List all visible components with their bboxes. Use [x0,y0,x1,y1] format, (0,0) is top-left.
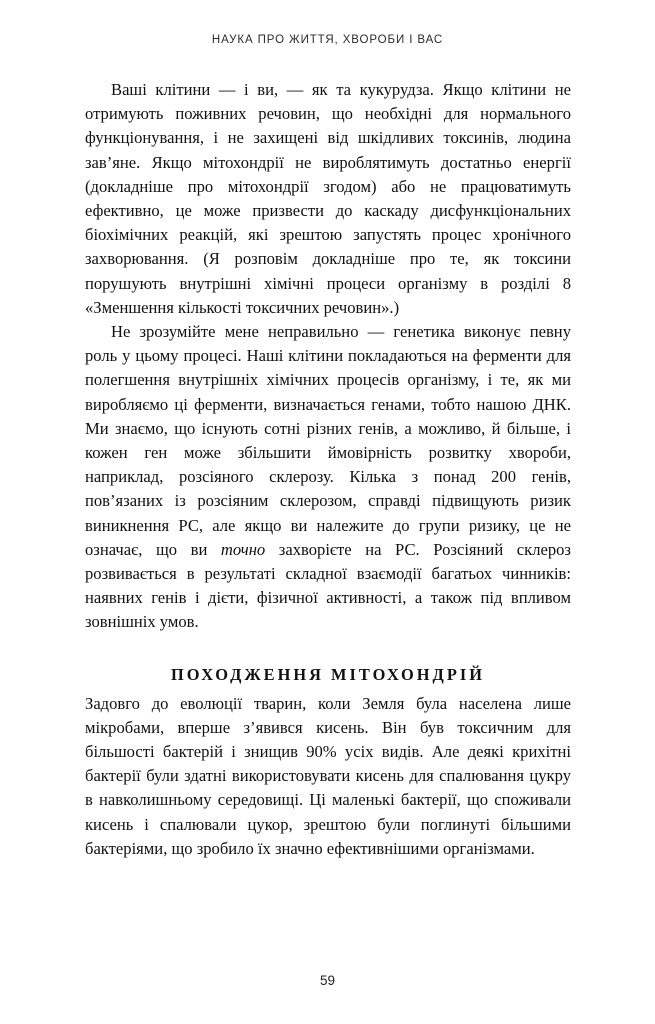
running-header: НАУКА ПРО ЖИТТЯ, ХВОРОБИ І ВАС [211,34,444,46]
text-column [85,78,571,861]
paragraph-genetics-role [85,320,571,635]
paragraph-text-after-emphasis: захворієте на РС. Розсіяний склероз розвивається в результаті складної взаємодії багатьох чинників: наявних генів і дієти, фізичної активності, а також під впливом зовнішніх умов. [85,539,571,632]
emphasized-word: точно [220,539,266,559]
paragraph-text-before-emphasis: Не зрозумійте мене неправильно — генетика виконує певну роль у цьому процесі. Наші клітини покладаються на ферменти для полегшення внутрішніх хімічних процесів організму, і те, як ми виробляємо ці ферменти, визначається генами, тобто нашою ДНК. Ми знаємо, що існують сотні різних генів, а можливо, й більше, і кожен ген може збільшити ймовірність розвитку хвороби, наприклад, розсіяного склерозу. Кілька з понад 200 генів, пов’язаних із розсіяним склерозом, справді підвищують ризик виникнення РС, але якщо ви належите до групи ризику, це не означає, що ви [85,322,571,559]
page-number: 59 [319,973,336,988]
paragraph-origin-of-mitochondria: Задовго до еволюції тварин, коли Земля була населена лише мікробами, вперше з’явився кисень. Він був токсичним для більшості бактерій і знищив 90% усіх видів. Але деякі крихітні бактерії були здатні використовувати кисень для спалювання цукру в навколишньому середовищі. Ці маленькі бактерії, що споживали кисень і спалювали цукор, зрештою були поглинуті більшими бактеріями, що зробило їх значно ефективнішими організмами. [85,693,571,858]
section-heading: ПОХОДЖЕННЯ МІТОХОНДРІЙ [171,664,485,684]
paragraph-cells-and-corn: Ваші клітини — і ви, — як та кукурудза. Якщо клітини не отримують поживних речовин, що необхідні для нормального функціонування, і не захищені від шкідливих токсинів, людина зав’яне. Якщо мітохондрії не вироблятимуть достатньо енергії (докладніше про мітохондрії згодом) або не працюватимуть ефективно, це може призвести до каскаду дисфункціональних біохімічних реакцій, які зрештою запустять процес хронічного захворювання. (Я розповім докладніше про те, як токсини порушують внутрішні хімічні процеси організму в розділі 8 «Зменшення кількості токсичних речовин».) [85,80,571,317]
